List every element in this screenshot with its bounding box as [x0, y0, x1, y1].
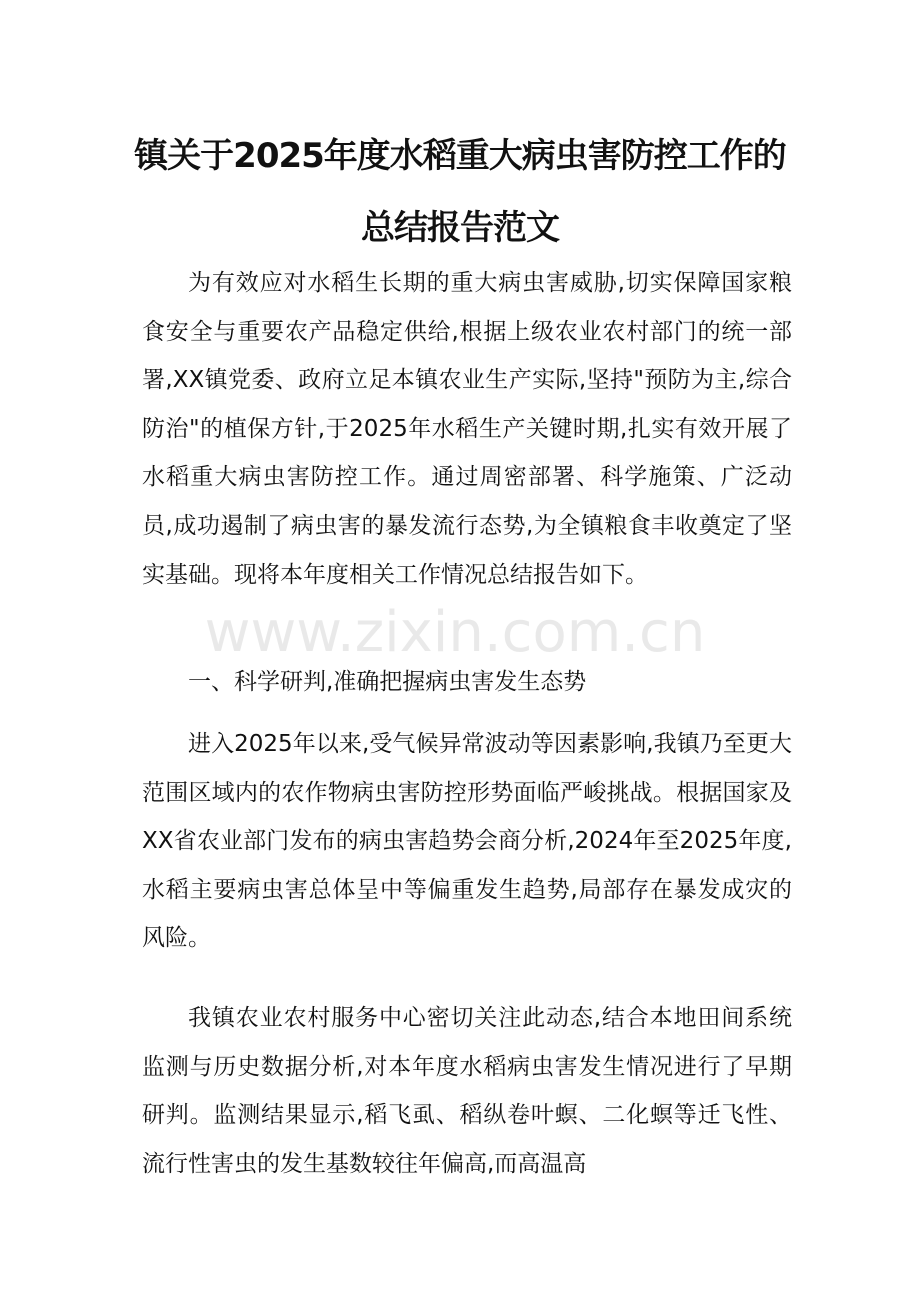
watermark: www.zixin.com.cn	[204, 600, 706, 665]
section-1-paragraph-2: 我镇农业农村服务中心密切关注此动态,结合本地田间系统监测与历史数据分析,对本年度水稻病虫害发生情况进行了早期研判。监测结果显示,稻飞虱、稻纵卷叶螟、二化螟等迁飞性、流行性害虫的发生基数较往年偏高,而高温高	[142, 1005, 792, 1177]
section-heading-1: 一、科学研判,准确把握病虫害发生态势	[188, 669, 587, 695]
intro-paragraph: 为有效应对水稻生长期的重大病虫害威胁,切实保障国家粮食安全与重要农产品稳定供给,根据上级农业农村部门的统一部署,XX镇党委、政府立足本镇农业生产实际,坚持"预防为主,综合防治"的植保方针,于2025年水稻生产关键时期,扎实有效开展了水稻重大病虫害防控工作。通过周密部署、科学施策、广泛动员,成功遏制了病虫害的暴发流行态势,为全镇粮食丰收奠定了坚实基础。现将本年度相关工作情况总结报告如下。	[142, 270, 792, 588]
document-title-line-2: 总结报告范文	[361, 208, 559, 248]
document-title-line-1: 镇关于2025年度水稻重大病虫害防控工作的	[134, 136, 786, 176]
section-1-paragraph-1: 进入2025年以来,受气候异常波动等因素影响,我镇乃至更大范围区域内的农作物病虫害防控形势面临严峻挑战。根据国家及XX省农业部门发布的病虫害趋势会商分析,2024年至2025年度,水稻主要病虫害总体呈中等偏重发生趋势,局部存在暴发成灾的风险。	[142, 731, 792, 952]
